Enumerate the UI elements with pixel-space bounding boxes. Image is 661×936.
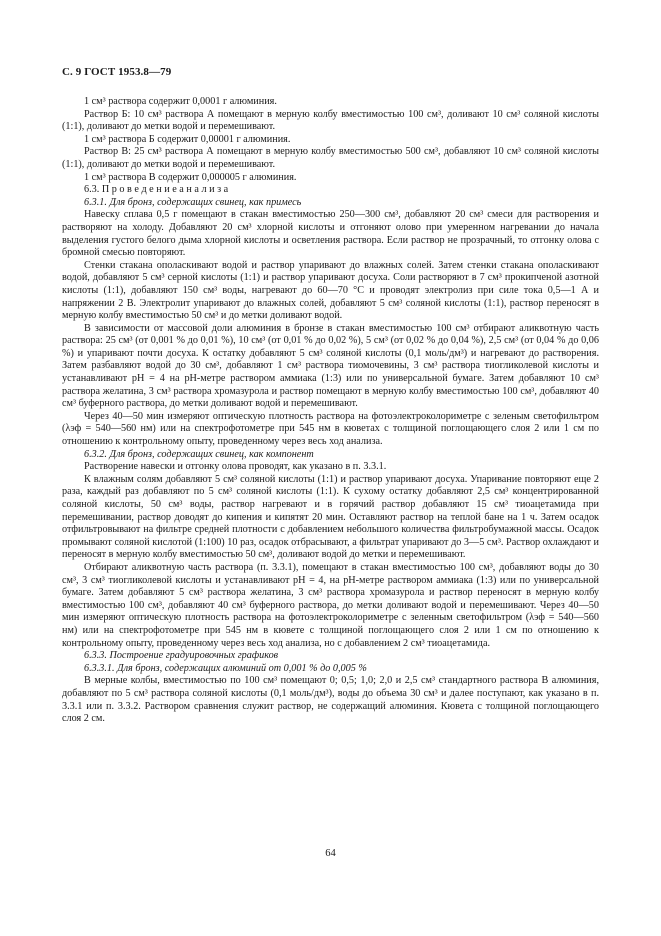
subsection-heading: 6.3.1. Для бронз, содержащих свинец, как примесь xyxy=(84,196,302,208)
paragraph: Отбирают аликвотную часть раствора (п. 3.3.1), помещают в стакан вместимостью 100 см³, добавляют воды до 30 см³, 3 см³ тиогликолевой кислоты и устанавливают рН = 4, на рН-метре раствором аммиака (1:3) или по универсальной бумаге. Затем добавляют 5 см³ раствора желатина, 3 см³ раствора хромазурола и раствор переносят в мерную колбу вместимостью 100 см³, добавляют 40 см³ буферного раствора, до метки доливают водой и перемешивают. Через 40—50 мин измеряют оптическую плотность раствора на фотоэлектроколориметре с зеленным светофильтром (λэф = 540—560 нм) или на спектрофотометре при 545 нм в кювете с толщиной поглощающего слоя 2 или 1 см по отношению к контрольному опыту, проведенному через весь ход анализа, но с добавлением 2 см³ тиоацетамида. xyxy=(62,561,599,649)
paragraph: Навеску сплава 0,5 г помещают в стакан вместимостью 250—300 см³, добавляют 20 см³ смеси для растворения и растворяют на холоду. Добавляют 20 см³ хлорной кислоты и отгоняют олово при умеренном нагревании до начала выделения густого белого дыма хлорной кислоты и осветления раствора. Если раствор не прозрачный, то отгонку олова с бромной смесью повторяют. xyxy=(62,209,599,259)
page-header: С. 9 ГОСТ 1953.8—79 xyxy=(62,66,172,78)
paragraph: Через 40—50 мин измеряют оптическую плотность раствора на фотоэлектроколориметре с зеленым светофильтром (λэф = 540—560 нм) или на спектрофотометре при 545 нм в кюветах с толщиной поглощающего слоя 2 или 1 см по отношению к контрольному опыту, проведенному через весь ход анализа. xyxy=(62,410,599,448)
paragraph: В зависимости от массовой доли алюминия в бронзе в стакан вместимостью 100 см³ отбирают аликвотную часть раствора: 25 см³ (от 0,001 % до 0,01 %), 10 см³ (от 0,01 % до 0,02 %), 5 см³ (от 0,02 % до 0,04 %), 2,5 см³ (от 0,04 % до 0,06 %) и упаривают почти досуха. К остатку добавляют 5 см³ соляной кислоты (0,1 моль/дм³) и нагревают до растворения. Затем разбавляют водой до 30 см³, добавляют 1 см³ раствора тиомочевины, 3 см³ раствора тиогликолевой кислоты и устанавливают рН = 4 на рН-метре раствором аммиака (1:3) или по универсальной бумаге. Затем добавляют 10 см³ раствора желатина, 3 см³ раствора хромазурола и раствор помещают в мерную колбу вместимостью 100 см³, добавляют 40 см³ буферного раствора, до метки доливают водой и перемешивают. xyxy=(62,322,599,410)
section-heading: 6.3. П р о в е д е н и е а н а л и з а xyxy=(84,184,229,196)
paragraph: Раствор В: 25 см³ раствора А помещают в мерную колбу вместимостью 500 см³, добавляют 10 см³ соляной кислоты (1:1), доливают до метки водой и перемешивают. xyxy=(62,146,599,170)
paragraph: В мерные колбы, вместимостью по 100 см³ помещают 0; 0,5; 1,0; 2,0 и 2,5 см³ стандартного раствора В алюминия, добавляют по 5 см³ раствора соляной кислоты (0,1 моль/дм³), воды до объема 30 см³ и далее поступают, как указано в п. 3.3.1 или п. 3.3.2. Раствором сравнения служит раствор, не содержащий алюминия. Кювета с толщиной поглощающего слоя 2 см. xyxy=(62,675,599,725)
paragraph: 1 см³ раствора В содержит 0,000005 г алюминия. xyxy=(84,171,297,183)
paragraph: Раствор Б: 10 см³ раствора А помещают в мерную колбу вместимостью 100 см³, доливают 10 см³ соляной кислоты (1:1), доливают до метки водой и перемешивают. xyxy=(62,108,599,133)
subsection-heading: 6.3.3.1. Для бронз, содержащих алюминий от 0,001 % до 0,005 % xyxy=(84,662,367,674)
paragraph: Растворение навески и отгонку олова проводят, как указано в п. 3.3.1. xyxy=(84,461,387,473)
paragraph: К влажным солям добавляют 5 см³ соляной кислоты (1:1) и раствор упаривают досуха. Упаривание повторяют еще 2 раза, каждый раз добавляют по 5 см³ соляной кислоты (1:1). К сухому остатку добавляют 2,5 см³ концентрированной соляной кислоты, 50 см³ воды, раствор нагревают и в горячий раствор добавляют 15 см³ тиоацетамида при перемешивании, раствор доводят до кипения и кипятят 20 мин. Оставляют раствор на теплой бане на 1 ч. Затем осадок отфильтровывают на фильтре средней плотности с добавлением небольшого количества фильтробумажной массы. Осадок промывают соляной кислотой (1:100) 10 раз, осадок отбрасывают, а фильтрат упаривают до 3—5 см³. Раствор охлаждают и переносят в мерную колбу вместимостью 50 см³, доливают водой до метки и перемешивают. xyxy=(62,473,599,561)
subsection-heading: 6.3.2. Для бронз, содержащих свинец, как компонент xyxy=(84,448,314,460)
paragraph: 1 см³ раствора содержит 0,0001 г алюминия. xyxy=(84,96,277,107)
document-body xyxy=(62,96,599,726)
paragraph: 1 см³ раствора Б содержит 0,00001 г алюминия. xyxy=(84,133,291,145)
paragraph: Стенки стакана ополаскивают водой и раствор упаривают до влажных солей. Затем стенки стакана ополаскивают водой, добавляют 5 см³ серной кислоты (1:1) и раствор упаривают досуха. Соли растворяют в 7 см³ прокипченой азотной кислоты (1:1), добавляют 150 см³ воды, нагревают до 60—70 °С и проводят электролиз при силе тока 0,5—1 А и напряжении 2 В. Электролит упаривают до влажных солей, добавляют 5 см³ соляной кислоты (1:1), раствор переносят в мерную колбу вместимостью 50 см³ и до метки доливают водой. xyxy=(62,259,599,322)
page-number: 64 xyxy=(325,848,336,859)
subsection-heading: 6.3.3. Построение градуировочных графиков xyxy=(84,650,279,662)
